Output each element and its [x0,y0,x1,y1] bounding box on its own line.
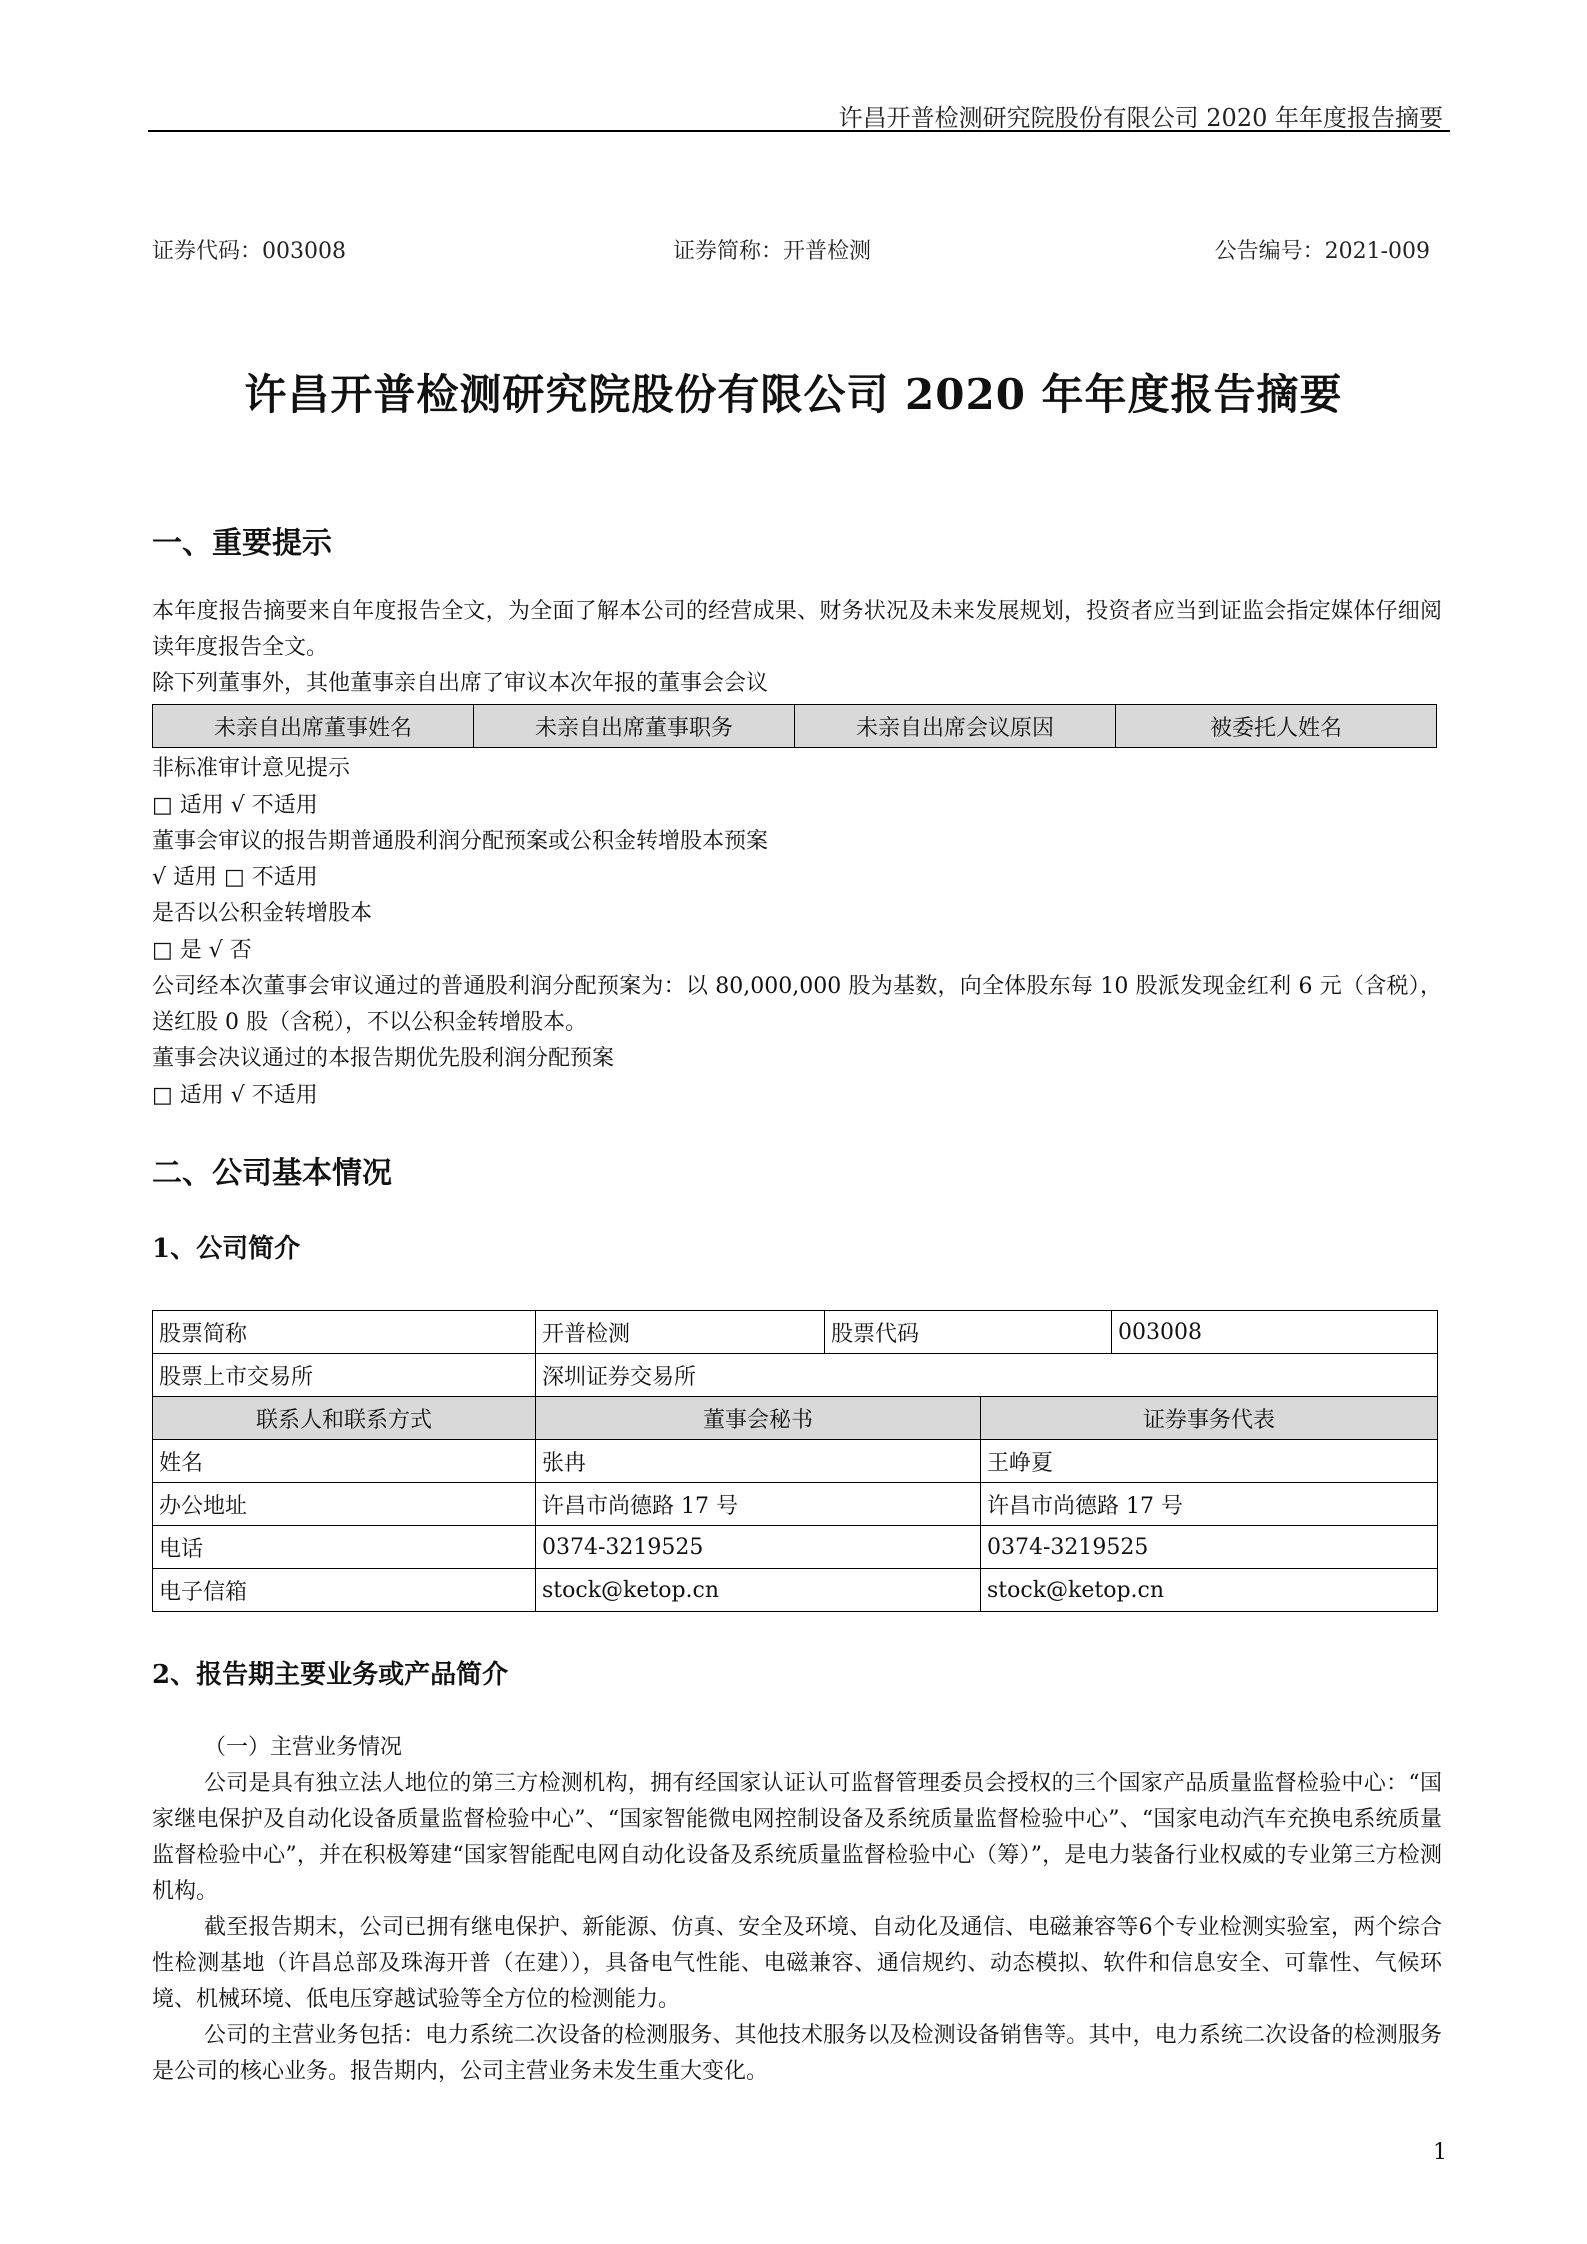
stock-name-label: 股票简称 [153,1311,536,1354]
table-header-cell: 未亲自出席董事职务 [474,705,795,748]
business-paragraph-1: 公司是具有独立法人地位的第三方检测机构，拥有经国家认证认可监督管理委员会授权的三个国家产品质量监督检验中心：“国家继电保护及自动化设备质量监督检验中心”、“国家智能微电网控制设备及系统质量监督检验中心”、“国家电动汽车充换电系统质量监督检验中心”，并在积极筹建“国家智能配电网自动化设备及系统质量监督检验中心（筹）”，是电力装备行业权威的专业第三方检测机构。 [152,1771,1442,1904]
table-row [153,1440,1438,1483]
security-code: 证券代码：003008 [152,239,346,264]
securities-rep-header: 证券事务代表 [981,1397,1438,1440]
directors-note: 除下列董事外，其他董事亲自出席了审议本次年报的董事会会议 [152,671,769,696]
company-profile-table [152,1310,1438,1612]
audit-opinion-options: □ 适用 √ 不适用 [152,793,318,818]
table-header-cell: 未亲自出席董事姓名 [153,705,474,748]
capital-conversion-options: □ 是 √ 否 [152,938,252,963]
exchange-label: 股票上市交易所 [153,1354,536,1397]
secretary-value: 许昌市尚德路 17 号 [536,1483,981,1526]
dividend-plan-label: 董事会审议的报告期普通股利润分配预案或公积金转增股本预案 [152,829,769,854]
business-paragraph-2: 截至报告期末，公司已拥有继电保护、新能源、仿真、安全及环境、自动化及通信、电磁兼容等6个专业检测实验室，两个综合性检测基地（许昌总部及珠海开普（在建）），具备电气性能、电磁兼容、通信规约、动态模拟、软件和信息安全、可靠性、气候环境、机械环境、低电压穿越试验等全方位的检测能力。 [152,1915,1442,2012]
header-rule [148,130,1450,132]
section-heading-important-notes: 一、重要提示 [152,526,332,561]
secretary-value: stock@ketop.cn [536,1569,981,1612]
page-title: 许昌开普检测研究院股份有限公司 2020 年年度报告摘要 [244,370,1343,419]
subsection-heading-main-business: 2、报告期主要业务或产品简介 [152,1660,509,1690]
table-row [153,1311,1438,1354]
table-header-cell: 未亲自出席会议原因 [795,705,1116,748]
row-label: 姓名 [153,1440,536,1483]
main-business-title: （一）主营业务情况 [204,1735,403,1760]
table-row [153,1354,1438,1397]
dividend-plan-options: √ 适用 □ 不适用 [152,865,318,890]
subsection-heading-company-profile: 1、公司简介 [152,1234,301,1264]
page-number: 1 [1433,2140,1447,2165]
stock-name-value: 开普检测 [536,1311,825,1354]
secretary-header: 董事会秘书 [536,1397,981,1440]
table-header-cell: 被委托人姓名 [1116,705,1437,748]
row-label: 办公地址 [153,1483,536,1526]
table-row [153,705,1437,748]
stock-code-value: 003008 [1112,1311,1438,1354]
dividend-plan-paragraph: 公司经本次董事会审议通过的普通股利润分配预案为：以 80,000,000 股为基数，向全体股东每 10 股派发现金红利 6 元（含税），送红股 0 股（含税），不以公积金转增股本。 [152,974,1442,1035]
rep-value: stock@ketop.cn [981,1569,1438,1612]
business-paragraph-3: 公司的主营业务包括：电力系统二次设备的检测服务、其他技术服务以及检测设备销售等。其中，电力系统二次设备的检测服务是公司的核心业务。报告期内，公司主营业务未发生重大变化。 [152,2023,1442,2084]
secretary-value: 0374-3219525 [536,1526,981,1569]
row-label: 电子信箱 [153,1569,536,1612]
security-short-name: 证券简称：开普检测 [673,239,872,264]
table-row [153,1483,1438,1526]
section-heading-company-info: 二、公司基本情况 [152,1156,392,1191]
rep-value: 王峥夏 [981,1440,1438,1483]
exchange-value: 深圳证券交易所 [536,1354,1438,1397]
row-label: 电话 [153,1526,536,1569]
audit-opinion-label: 非标准审计意见提示 [152,756,351,781]
preferred-dividend-options: □ 适用 √ 不适用 [152,1083,318,1108]
preferred-dividend-label: 董事会决议通过的本报告期优先股利润分配预案 [152,1046,615,1071]
table-row [153,1526,1438,1569]
table-row [153,1569,1438,1612]
secretary-value: 张冉 [536,1440,981,1483]
absent-directors-table [152,704,1437,748]
capital-conversion-label: 是否以公积金转增股本 [152,901,373,926]
rep-value: 0374-3219525 [981,1526,1438,1569]
table-row [153,1397,1438,1440]
contact-header: 联系人和联系方式 [153,1397,536,1440]
notice-number: 公告编号：2021-009 [1214,239,1430,264]
rep-value: 许昌市尚德路 17 号 [981,1483,1438,1526]
intro-paragraph: 本年度报告摘要来自年度报告全文，为全面了解本公司的经营成果、财务状况及未来发展规划，投资者应当到证监会指定媒体仔细阅读年度报告全文。 [152,599,1442,660]
stock-code-label: 股票代码 [825,1311,1112,1354]
running-header: 许昌开普检测研究院股份有限公司 2020 年年度报告摘要 [838,104,1443,132]
